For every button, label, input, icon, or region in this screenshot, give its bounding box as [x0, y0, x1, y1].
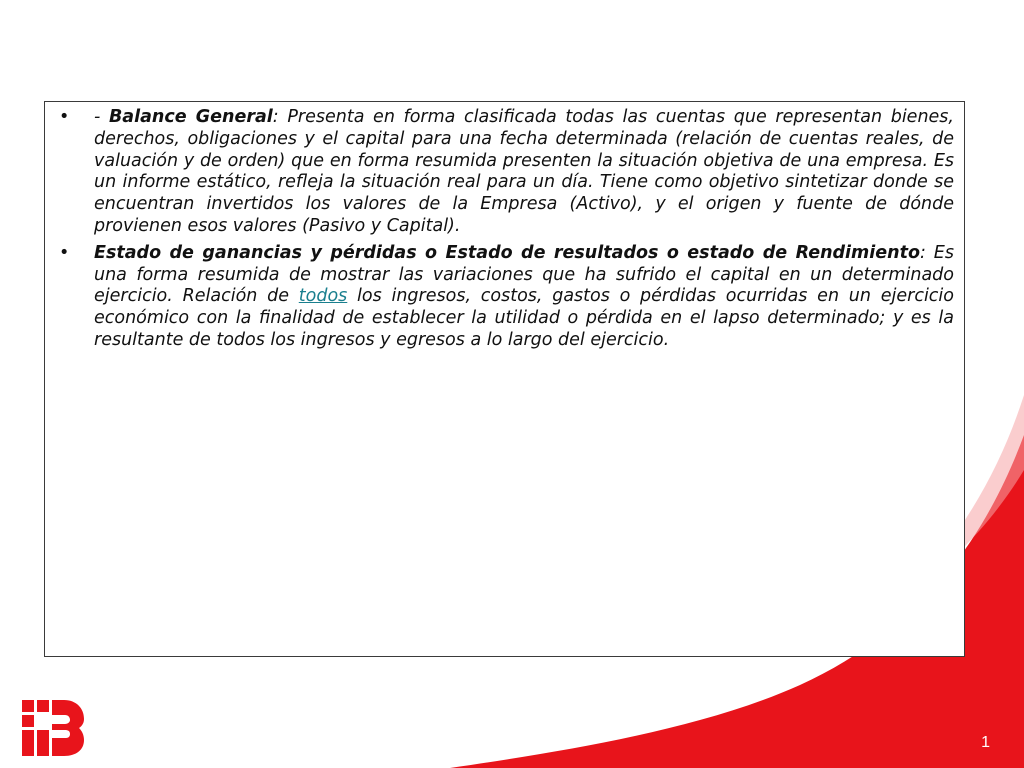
term-balance-general: Balance General — [108, 107, 273, 127]
bullet-balance-general — [59, 107, 954, 238]
link-todos[interactable]: todos — [298, 286, 348, 307]
definition-text: : Es una forma resumida de mostrar las variaciones que ha sufrido el capital en un determinado ejercicio. Relación de — [94, 242, 954, 307]
content-box — [44, 101, 965, 657]
bullet-dot: • — [59, 242, 70, 263]
bullet-prefix: - — [94, 107, 109, 127]
brand-logo-icon — [22, 700, 84, 756]
bullet-list — [59, 107, 954, 357]
definition-text: : Presenta en forma clasificada todas las cuentas que representan bienes, derechos, obligaciones y el capital para una fecha determinada (relación de cuentas reales, de valuación y de orden) que en forma resumida presenten la situación objetiva de una empresa. Es un informe estático, refleja la situación real para un día. Tiene como objetivo sintetizar donde se encuentran invertidos los valores de la Empresa (Activo), y el origen y fuente de dónde provienen esos valores (Pasivo y Capital). — [94, 107, 954, 236]
bullet-dot: • — [59, 107, 70, 127]
page-number: 1 — [981, 734, 990, 751]
term-estado-resultados: Estado de ganancias y pérdidas o Estado de resultados o estado de Rendimiento — [94, 242, 920, 263]
bullet-estado-resultados — [59, 243, 954, 352]
definition-text-continued: los ingresos, costos, gastos o pérdidas ocurridas en un ejercicio económico con la finalidad de establecer la utilidad o pérdida en el lapso determinado; y es la resultante de todos los ingresos y egresos a lo largo del ejercicio. — [94, 286, 954, 350]
